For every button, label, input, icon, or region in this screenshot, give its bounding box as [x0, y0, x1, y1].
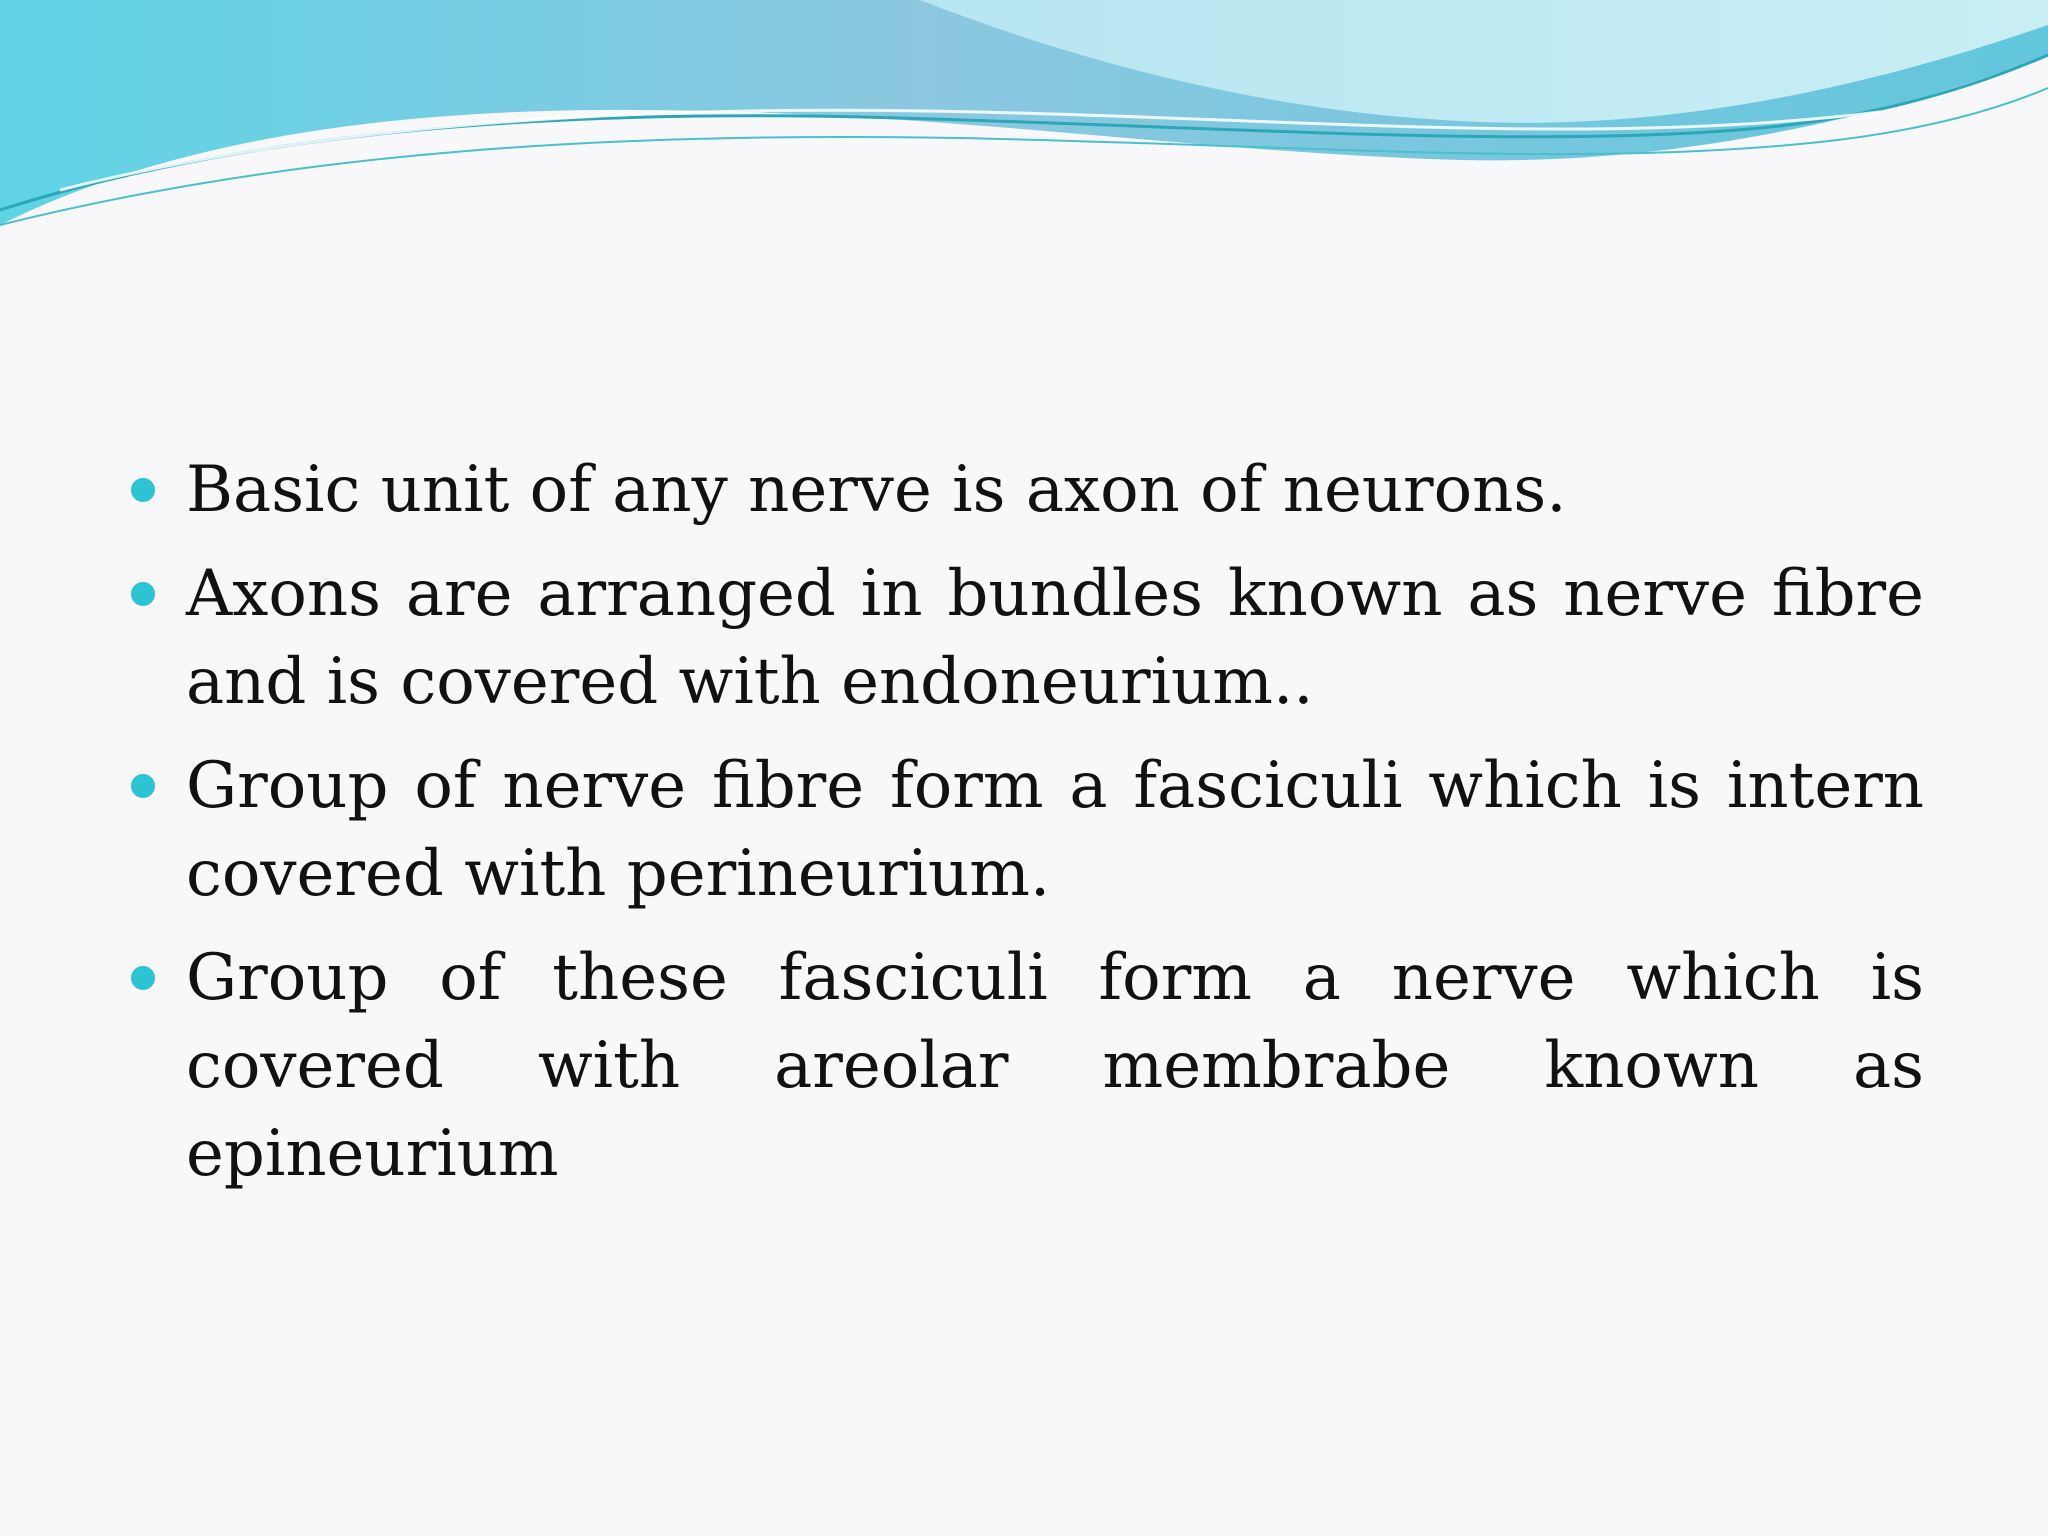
bullet-item	[128, 934, 1924, 1198]
bullet-dot-icon	[131, 582, 155, 606]
bullet-text: Group of nerve fibre form a fasciculi which is intern covered with perineurium.	[186, 749, 1924, 911]
bullet-text: Group of these fasciculi form a nerve which is covered with areolar membrabe known as epineurium	[186, 941, 1924, 1191]
slide-content	[128, 446, 1924, 1214]
bullet-dot-icon	[131, 774, 155, 798]
bullet-item	[128, 550, 1924, 726]
bullet-list	[128, 446, 1924, 1198]
bullet-dot-icon	[131, 966, 155, 990]
bullet-text: Basic unit of any nerve is axon of neurons.	[186, 453, 1567, 527]
bullet-dot-icon	[131, 478, 155, 502]
bullet-item	[128, 446, 1924, 534]
bullet-text: Axons are arranged in bundles known as nerve fibre and is covered with endoneurium..	[186, 557, 1924, 719]
bullet-item	[128, 742, 1924, 918]
wave-header-decoration	[0, 0, 2048, 240]
